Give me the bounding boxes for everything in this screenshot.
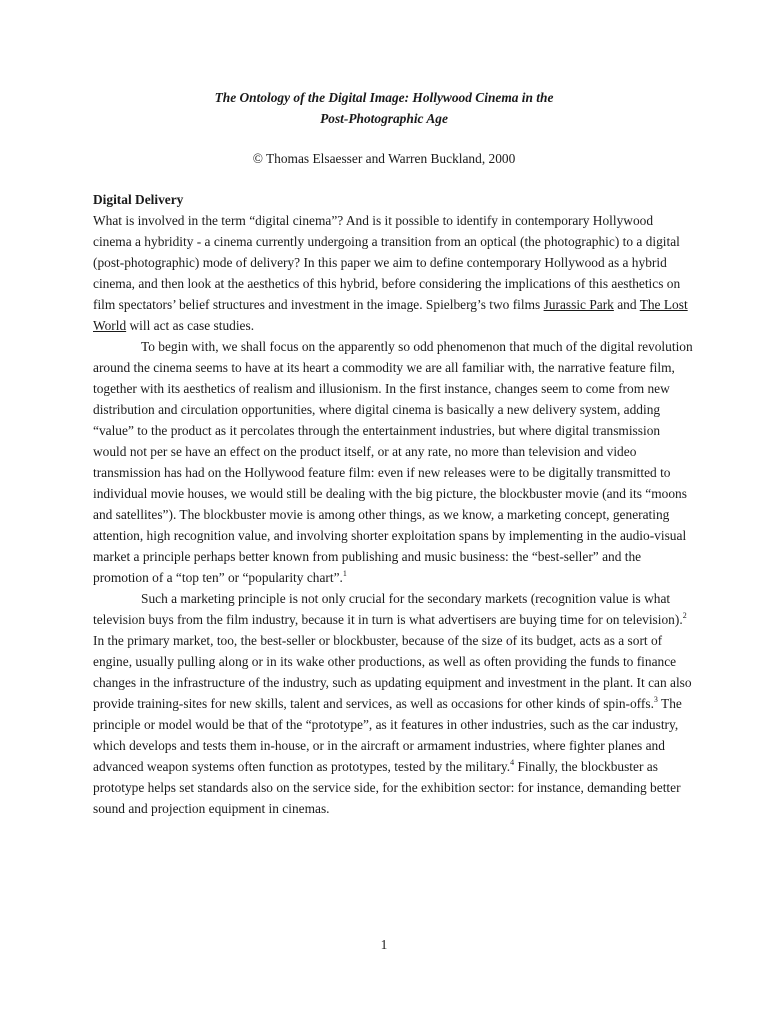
film-title-the-lost-world: The Lost World [93,297,688,333]
title-line-2: Post-Photographic Age [320,111,448,126]
copyright-line: © Thomas Elsaesser and Warren Buckland, 2000 [252,151,516,166]
film-title-jurassic-park: Jurassic Park [543,297,614,312]
paragraph-2-text-a: To begin with, we shall focus on the apparently so odd phenomenon that much of the digital revolution around the cinema seems to have at its heart a commodity we are all familiar with, the narrative feature film, together with its aesthetics of realism and illusionism. In the first instance, changes seem to come from new distribution and circulation opportunities, where digital cinema is basically a new delivery system, adding “value” to the product as it percolates through the entertainment industries, but where digital transmission would not per se have an effect on the product itself, or at any rate, no more than television and video transmission has had on the Hollywood feature film: even if new releases were to be digitally transmitted to individual movie houses, we would still be dealing with the big picture, the blockbuster movie (and its “moons and satellites”). The blockbuster movie is among other things, as we know, a marketing concept, generating attention, high recognition value, and involving shorter exploitation spans by implementing in the audio-visual market a principle perhaps better known from publishing and music business: the “best-seller” and the promotion of a “top ten” or “popularity chart”. [93,339,693,585]
paragraph-3 [93,588,693,819]
section-heading: Digital Delivery [93,192,184,207]
paragraph-1-text-b: and [613,297,640,312]
paragraph-3-text-b: In the primary market, too, the best-seller or blockbuster, because of the size of its budget, acts as a sort of engine, usually pulling along or in its wake other productions, as well as often providing the funds to finance changes in the infrastructure of the industry, such as updating equipment and investment in the plant. It can also provide training-sites for new skills, talent and services, as well as occasions for other kinds of spin-offs. [93,633,692,711]
body-text [93,189,693,819]
footnote-ref-2[interactable]: 2 [682,611,687,620]
paragraph-3-text-d: Finally, the blockbuster as prototype helps set standards also on the service side, for the exhibition sector: for instance, demanding better sound and projection equipment in cinemas. [93,759,681,816]
footnote-ref-4[interactable]: 4 [510,758,515,767]
footnote-ref-3[interactable]: 3 [653,695,658,704]
paragraph-1-text-a: What is involved in the term “digital cinema”? And is it possible to identify in contemporary Hollywood cinema a hybridity - a cinema currently undergoing a transition from an optical (the photographic) to a digital (post-photographic) mode of delivery? In this paper we aim to define contemporary Hollywood as a hybrid cinema, and then look at the aesthetics of this hybrid, before considering the implications of this aesthetics on film spectators’ belief structures and investment in the image. Spielberg’s two films [93,213,681,312]
title-line-1: The Ontology of the Digital Image: Hollywood Cinema in the [214,90,554,105]
document-title [0,87,768,129]
footnote-ref-1[interactable]: 1 [342,569,347,578]
paragraph-1 [93,210,693,336]
paragraph-3-text-c: The principle or model would be that of the “prototype”, as it features in other industries, such as the car industry, which develops and tests them in-house, or in the aircraft or armament industries, where fighter planes and advanced weapon systems often function as prototypes, tested by the military. [93,696,682,774]
paragraph-1-text-c: will act as case studies. [126,318,255,333]
paragraph-3-text-a: Such a marketing principle is not only crucial for the secondary markets (recognition value is what television buys from the film industry, because it in turn is what advertisers are buying time for on television). [93,591,683,627]
paragraph-2 [93,336,693,588]
page-number: 1 [380,937,388,952]
